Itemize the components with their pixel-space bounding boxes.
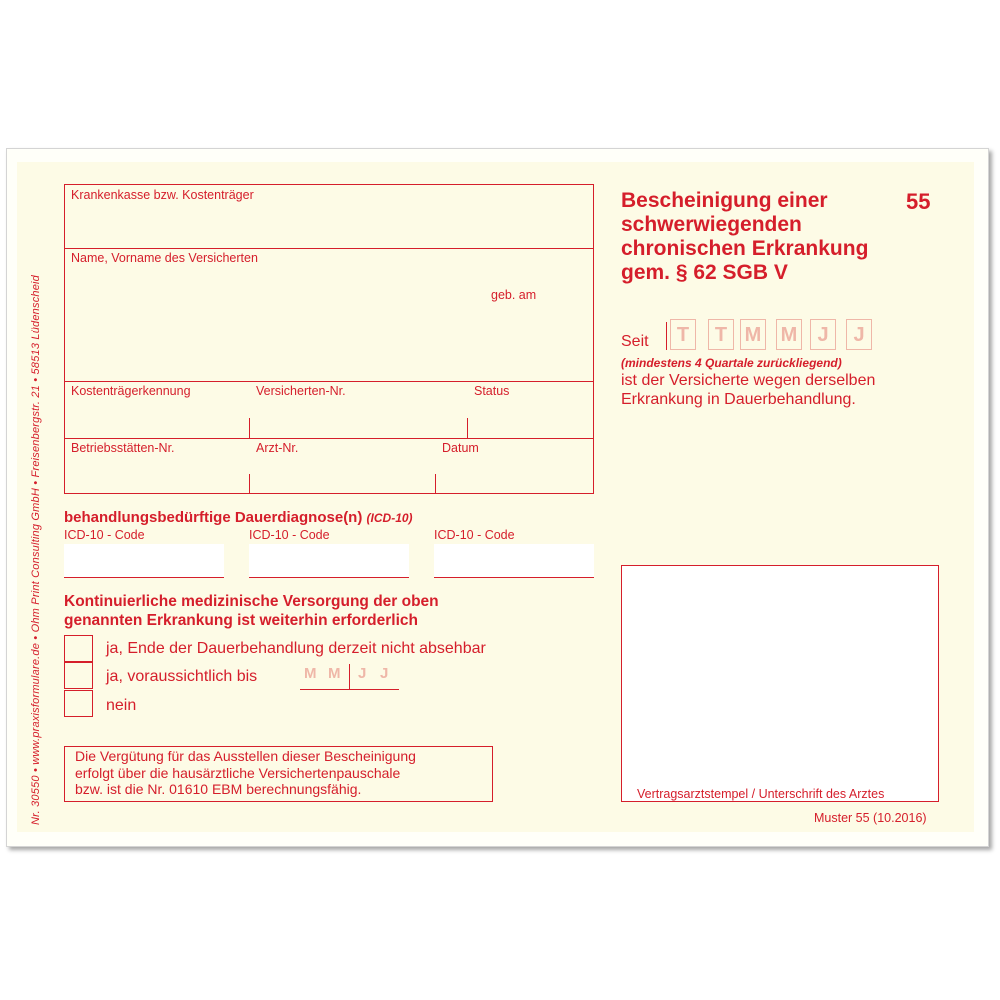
option-no-label: nein	[106, 697, 137, 714]
payment-note	[75, 748, 416, 798]
divider	[467, 418, 468, 438]
icd-code-label: ICD-10 - Code	[249, 528, 330, 542]
divider	[64, 381, 594, 382]
stamp-signature-box[interactable]	[621, 565, 939, 802]
diagnosis-heading	[64, 509, 413, 526]
label-geb-am: geb. am	[491, 288, 537, 302]
until-date-field[interactable]	[300, 664, 399, 690]
seit-month-cell[interactable]: M	[776, 319, 802, 350]
label-name: Name, Vorname des Versicherten	[71, 251, 258, 265]
checkbox-until[interactable]	[64, 662, 93, 689]
seit-year-cell[interactable]: J	[810, 319, 836, 350]
seit-month-cell[interactable]: M	[740, 319, 766, 350]
label-kostentraegerkennung: Kostenträgerkennung	[71, 384, 191, 398]
icd-code-label: ICD-10 - Code	[434, 528, 515, 542]
label-datum: Datum	[442, 441, 479, 455]
seit-year-cell[interactable]: J	[846, 319, 872, 350]
form-title-line: Bescheinigung einer	[621, 189, 828, 212]
diagnosis-heading-text: behandlungsbedürftige Dauerdiagnose(n)	[64, 509, 363, 526]
option-until-label: ja, voraussichtlich bis	[106, 668, 258, 685]
divider	[435, 474, 436, 494]
diagnosis-heading-suffix: (ICD-10)	[366, 511, 413, 525]
until-month-cell: M	[304, 665, 317, 682]
checkbox-ongoing[interactable]	[64, 635, 93, 662]
until-month-cell: M	[328, 665, 341, 682]
divider	[349, 664, 350, 689]
care-heading-line: genannten Erkrankung ist weiterhin erforderlich	[64, 612, 418, 629]
option-ongoing-label: ja, Ende der Dauerbehandlung derzeit nicht absehbar	[106, 640, 486, 657]
icd-code-field[interactable]	[249, 544, 409, 578]
payment-note-line: erfolgt über die hausärztliche Versichertenpauschale	[75, 764, 401, 781]
until-year-cell: J	[358, 665, 367, 682]
seit-text-line: Erkrankung in Dauerbehandlung.	[621, 391, 856, 408]
label-betriebsstaetten-nr: Betriebsstätten-Nr.	[71, 441, 175, 455]
care-heading-line: Kontinuierliche medizinische Versorgung der oben	[64, 593, 439, 610]
until-year-cell: J	[380, 665, 389, 682]
payment-note-line: bzw. ist die Nr. 01610 EBM berechnungsfähig.	[75, 781, 362, 797]
divider	[64, 248, 594, 249]
seit-day-cell[interactable]: T	[708, 319, 734, 350]
label-krankenkasse: Krankenkasse bzw. Kostenträger	[71, 188, 254, 202]
form-number: 55	[906, 189, 931, 214]
icd-code-field[interactable]	[434, 544, 594, 578]
payment-note-line: Die Vergütung für das Ausstellen dieser Bescheinigung	[75, 748, 416, 764]
label-status: Status	[474, 384, 510, 398]
icd-code-label: ICD-10 - Code	[64, 528, 145, 542]
form-title-line: gem. § 62 SGB V	[621, 261, 788, 284]
form-title-line: chronischen Erkrankung	[621, 237, 869, 260]
form-title-line: schwerwiegenden	[621, 213, 802, 236]
icd-code-field[interactable]	[64, 544, 224, 578]
checkbox-no[interactable]	[64, 690, 93, 717]
label-arzt-nr: Arzt-Nr.	[256, 441, 299, 455]
care-heading	[64, 592, 439, 630]
form-title	[621, 189, 868, 285]
divider	[249, 418, 250, 438]
seit-hint: (mindestens 4 Quartale zurückliegend)	[621, 356, 842, 370]
divider	[249, 474, 250, 494]
sidebar-imprint-text: Nr. 30550 • www.praxisformulare.de • Ohm Print Consulting GmbH • Freisenbergstr. 21 • 58513 Lüdenscheid	[30, 275, 42, 825]
seit-label: Seit	[621, 333, 649, 350]
divider	[64, 438, 594, 439]
seit-day-cell[interactable]: T	[670, 319, 696, 350]
seit-text-line: ist der Versicherte wegen derselben	[621, 372, 876, 389]
divider	[666, 322, 667, 350]
stamp-label: Vertragsarztstempel / Unterschrift des Arztes	[637, 787, 885, 801]
label-versicherten-nr: Versicherten-Nr.	[256, 384, 346, 398]
muster-label: Muster 55 (10.2016)	[814, 811, 927, 825]
